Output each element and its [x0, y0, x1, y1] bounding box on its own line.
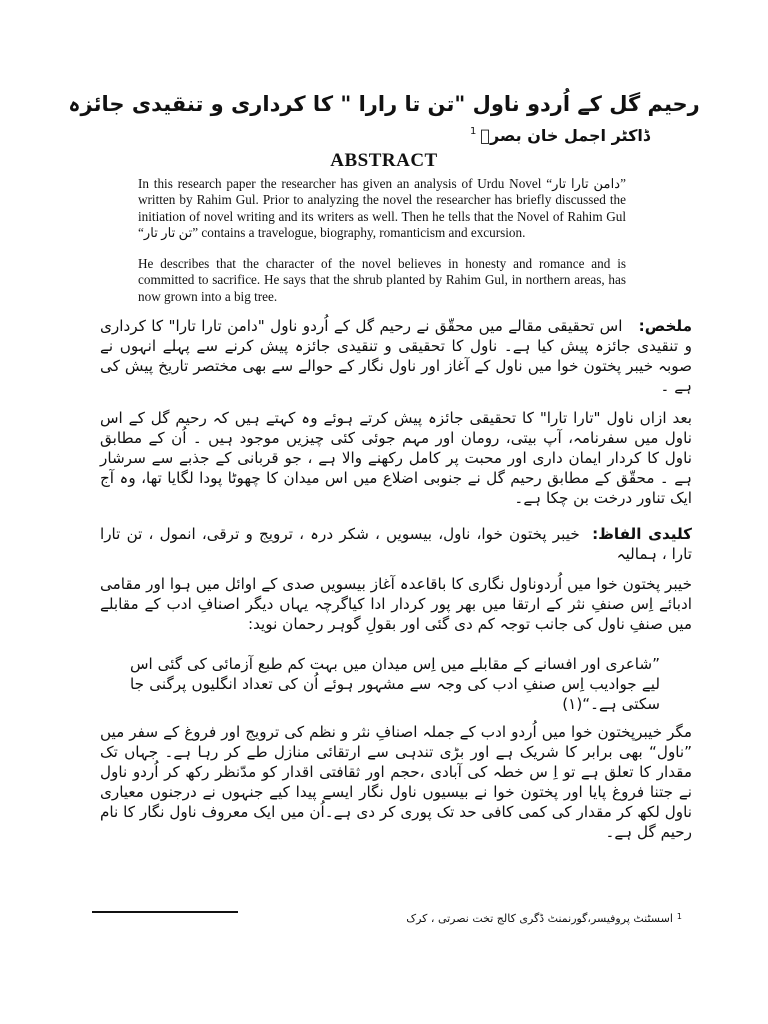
paragraph-text: مگر خیبرپختون خوا میں اُردو ادب کے جملہ اصنافِ نثر و نظم کی ترویج اور فروغ کے سفر میں ”ناول“ بھی برابر کا شریک ہے اور بڑی تندہی سے ارتقائی منازل طے کر رہا ہے۔ جہاں تک مقدار کا تعلق ہے تو اِ س خطہ کی آبادی ،حجم اور ثقافتی اقدار کو مدّنظر رکھ کر اُردو ناول نے جتنا فروغ پایا اور پختون خوا نے بیسیوں ناول نگار ایسے پیدا کیے جنہوں نے درجنوں معیاری ناول لکھ کر مقدار کی کمی کافی حد تک پوری کر دی ہے۔اُن میں ایک معروف ناول نگار کا نام رحیم گل ہے۔ [100, 723, 692, 841]
footnote-mark: 1 [676, 912, 682, 921]
author-line [470, 126, 650, 145]
paragraph-text: خیبر پختون خوا میں اُردوناول نگاری کا باقاعدہ آغاز بیسویں صدی کے اوائل میں ہوا اور مقامی ادبائے اِس صنفِ نثر کے ارتقا میں بھر پور کردار ادا کیاگرچہ یہاں دیگر اصنافِ ادب کے مقابلے میں صنفِ ناول کی جانب توجہ کم دی گئی اور بقولِ گوہر رحمان نوید: [100, 575, 692, 633]
keywords-text: خیبر پختون خوا، ناول، بیسویں ، شکر درہ ، ترویج و ترقی، انمول ، تن تارا تارا ، ہمالیہ [100, 525, 692, 563]
body-paragraph-4 [100, 722, 692, 842]
mulakhas-label: ملخص: [638, 317, 692, 335]
body-paragraph-3 [100, 574, 692, 634]
body-paragraph-2 [100, 408, 692, 508]
author-name: ڈاکٹر اجمل خان بصرؔ [480, 126, 650, 145]
footnote [406, 912, 682, 925]
keywords-label: کلیدی الفاظ: [592, 525, 692, 543]
paragraph-text: بعد ازاں ناول "تارا تارا" کا تحقیقی جائزہ پیش کرتے ہوئے وہ کہتے ہیں کہ رحیم گل کے اس ناول میں سفرنامہ، آپ بیتی، رومان اور مہم جوئی کئی چیزیں موجود ہیں ۔ اُن کے مطابق ناول کا کردار ایمان داری اور محبت پر کامل رکھنے والا ہے ، جو قربانی کے جذبے سے سرشار ہے ۔ محقّق کے مطابق رحیم گل نے جنوبی اضلاع میں اس میدان کا چھوٹا پودا لگایا تھا، وہ آج ایک تناور درخت بن چکا ہے۔ [100, 409, 692, 507]
mulakhas-text: اس تحقیقی مقالے میں محقّق نے رحیم گل کے اُردو ناول "دامن تارا تارا" کا کرداری و تنقیدی جائزہ پیش کیا ہے۔ ناول کا تحقیقی و تنقیدی جائزہ پیش کرنے سے پہلے انہوں نے صوبہ خیبر پختون خوا میں ناول کے آغاز اور ناول نگار کے حوالے سے بھی مختصر تاریخ پیش کی ہے ۔ [100, 317, 692, 395]
abstract-text: He describes that the character of the novel believes in honesty and romance and is committed to sacrifice. He says that the shrub planted by Rahim Gul, in northern areas, has now grown into a big tree. [138, 256, 626, 304]
abstract-heading: ABSTRACT [330, 150, 438, 171]
block-quote [130, 654, 660, 714]
footnote-divider [92, 911, 238, 913]
paper-title: رحیم گل کے اُردو ناول "تن تا رارا " کا کرداری و تنقیدی جائزہ [68, 92, 700, 116]
author-footnote-mark[interactable]: 1 [469, 126, 477, 137]
quote-text: ”شاعری اور افسانے کے مقابلے میں اِس میدان میں بہت کم طبع آزمائی کی گئی اس لیے جوادیب اِس صنفِ ادب کی وجہ سے مشہور ہوئے اُن کی تعداد انگلیوں پرگنی جا سکتی ہے۔“(۱) [130, 655, 660, 713]
mulakhas-paragraph [100, 316, 692, 396]
abstract-paragraph-1 [138, 176, 626, 242]
abstract-text: In this research paper the researcher has given an analysis of Urdu Novel “دامن تارا تار” written by Rahim Gul. Prior to analyzing the novel the researcher has briefly discussed the initiation of novel writing and its writers as well. Then he tells that the Novel of Rahim Gul “تن تار تار” contains a travelogue, biography, romanticism and excursion. [138, 176, 626, 241]
abstract-paragraph-2 [138, 256, 626, 305]
keywords-paragraph [100, 524, 692, 564]
footnote-text: اسسٹنٹ پروفیسر،گورنمنٹ ڈگری کالج تخت نصرتی ، کرک [406, 912, 673, 925]
